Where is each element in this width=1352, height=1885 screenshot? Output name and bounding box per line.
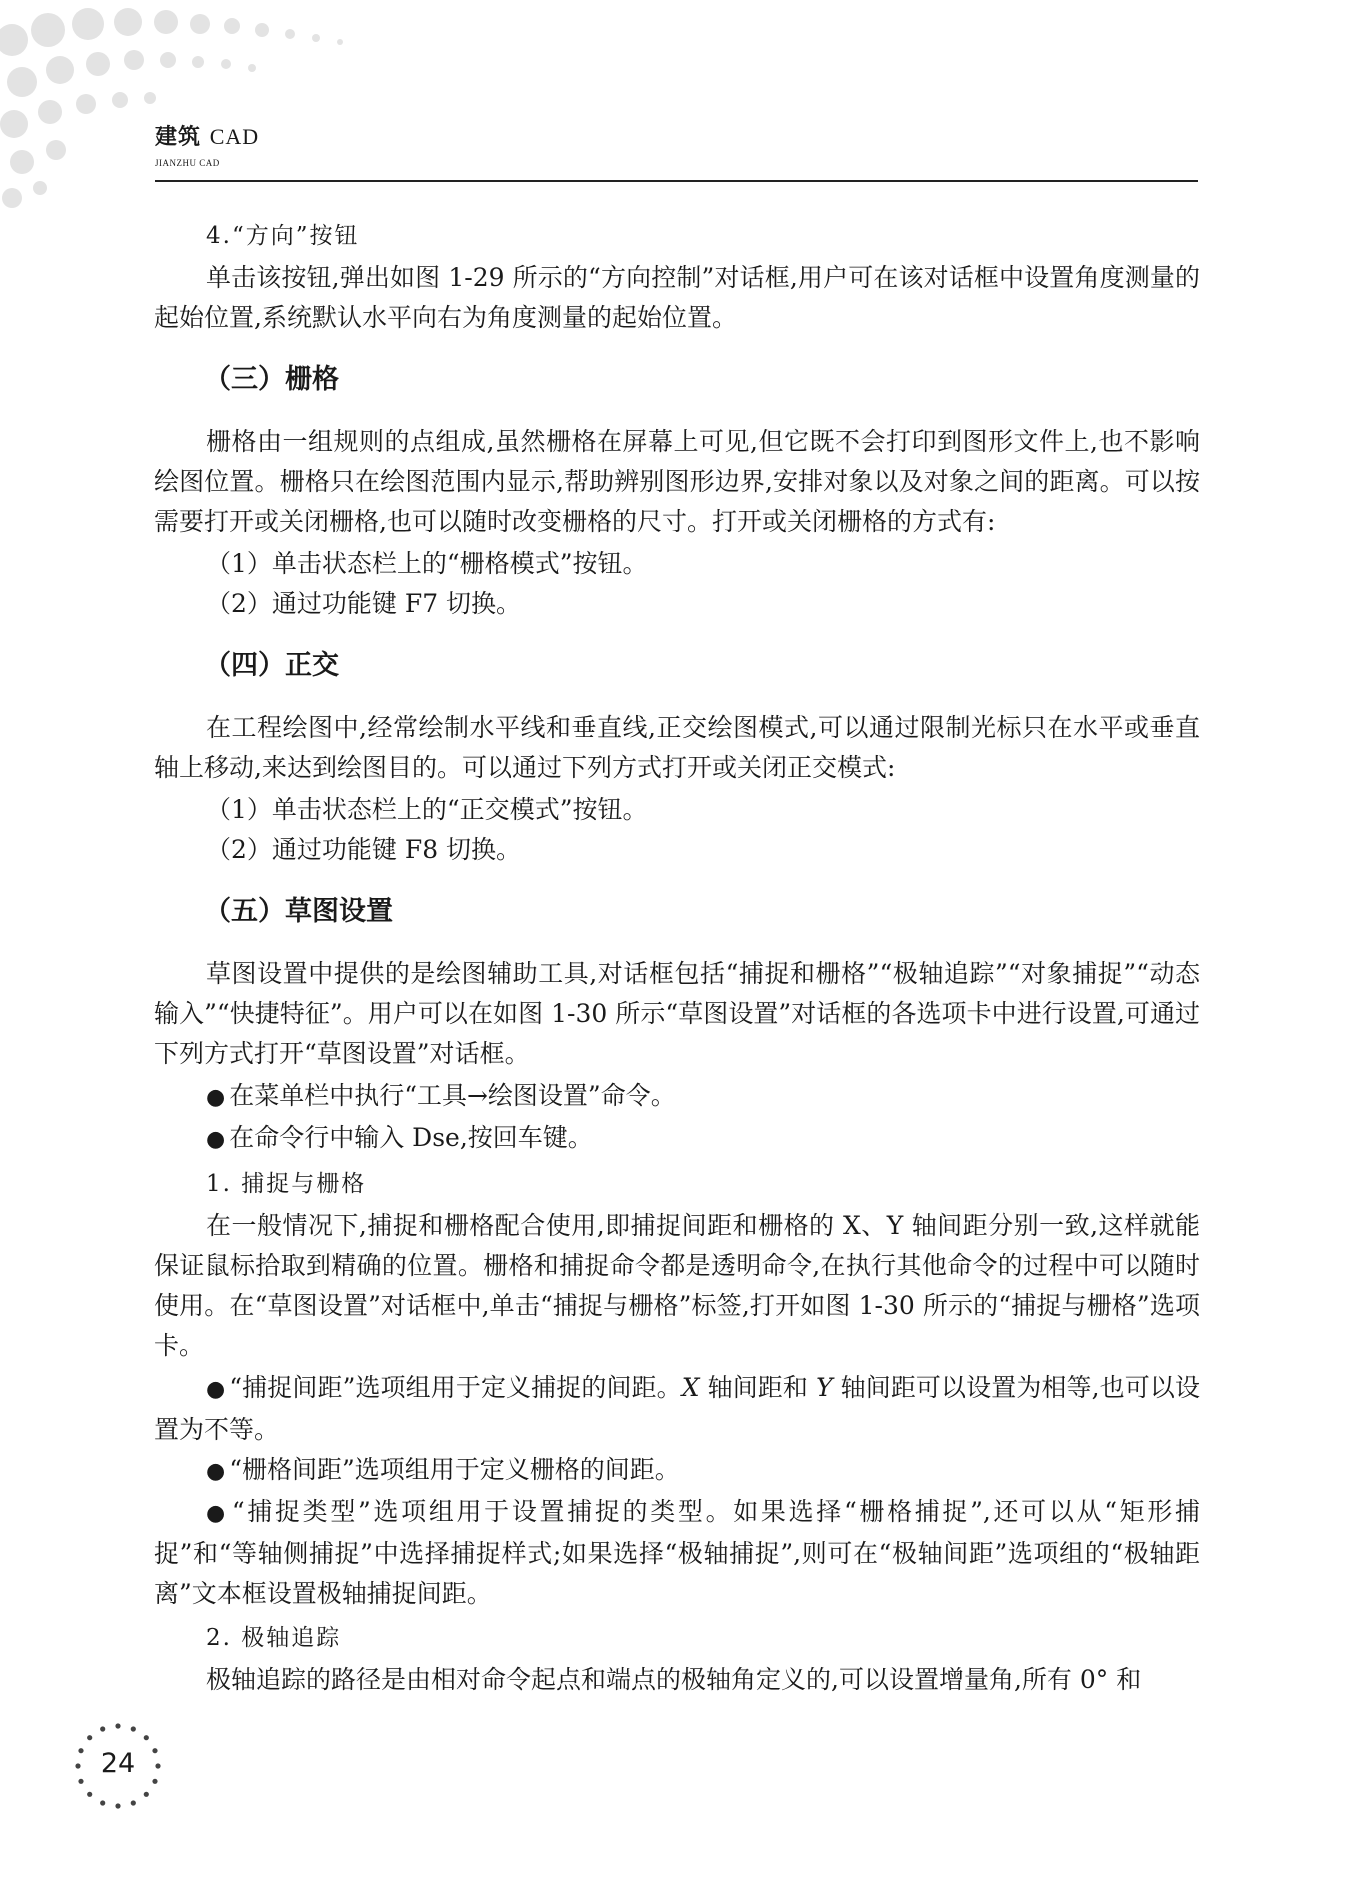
grid-item-2: （2）通过功能键 F7 切换。 [206, 589, 522, 618]
page-number: 24 [100, 1748, 136, 1779]
ring-dot [131, 1726, 136, 1731]
book-title-cn: 建筑 [155, 124, 202, 150]
ortho-item-2: （2）通过功能键 F8 切换。 [206, 835, 522, 864]
decorative-dots-pattern [0, 0, 420, 230]
grid-section-title: （三）栅格 [204, 364, 339, 395]
book-title [155, 120, 259, 151]
polar-tracking-heading: 2. 极轴追踪 [206, 1625, 342, 1651]
grid-item-1: （1）单击状态栏上的“栅格模式”按钮。 [206, 549, 648, 578]
ring-dot [115, 1723, 120, 1728]
snap-bullet-3: ● “捕捉类型”选项组用于设置捕捉的类型。如果选择“栅格捕捉”,还可以从“矩形捕捉”和“等轴侧捕捉”中选择捕捉样式;如果选择“极轴捕捉”,则可在“极轴间距”选项组的“极轴距离”文本框设置极轴捕捉间距。 [154, 1497, 1200, 1608]
direction-heading: 4.“方向”按钮 [206, 223, 360, 249]
book-title-en: CAD [209, 124, 260, 149]
snap-bullet-1: ● “捕捉间距”选项组用于定义捕捉的间距。X 轴间距和 Y 轴间距可以设置为相等,也可以设置为不等。 [154, 1373, 1200, 1444]
draft-section-title: （五）草图设置 [204, 896, 393, 927]
ring-dot [87, 1792, 92, 1797]
header-rule [155, 180, 1198, 182]
polar-tracking-paragraph: 极轴追踪的路径是由相对命令起点和端点的极轴角定义的,可以设置增量角,所有 0° 和 [206, 1665, 1142, 1694]
bullet-dot-icon: ● [206, 1459, 226, 1484]
ring-dot [78, 1779, 83, 1784]
direction-paragraph: 单击该按钮,弹出如图 1-29 所示的“方向控制”对话框,用户可在该对话框中设置角度测量的起始位置,系统默认水平向右为角度测量的起始位置。 [154, 263, 1200, 332]
grid-paragraph: 栅格由一组规则的点组成,虽然栅格在屏幕上可见,但它既不会打印到图形文件上,也不影响绘图位置。栅格只在绘图范围内显示,帮助辨别图形边界,安排对象以及对象之间的距离。可以按需要打开或关闭栅格,也可以随时改变栅格的尺寸。打开或关闭栅格的方式有: [154, 427, 1200, 536]
snap-grid-heading: 1. 捕捉与栅格 [206, 1171, 367, 1197]
ortho-section-title: （四）正交 [204, 650, 339, 681]
bullet-dot-icon: ● [206, 1501, 228, 1526]
bullet-dot-icon: ● [206, 1085, 226, 1110]
draft-bullet-1: ● 在菜单栏中执行“工具→绘图设置”命令。 [206, 1081, 676, 1110]
bullet-dot-icon: ● [206, 1127, 226, 1152]
bullet-dot-icon: ● [206, 1377, 226, 1402]
snap-grid-paragraph: 在一般情况下,捕捉和栅格配合使用,即捕捉间距和栅格的 X、Y 轴间距分别一致,这样就能保证鼠标拾取到精确的位置。栅格和捕捉命令都是透明命令,在执行其他命令的过程中可以随时使用。在“草图设置”对话框中,单击“捕捉与栅格”标签,打开如图 1-30 所示的“捕捉与栅格”选项卡。 [154, 1211, 1200, 1360]
book-subtitle: JIANZHU CAD [155, 158, 220, 168]
ortho-paragraph: 在工程绘图中,经常绘制水平线和垂直线,正交绘图模式,可以通过限制光标只在水平或垂直轴上移动,来达到绘图目的。可以通过下列方式打开或关闭正交模式: [154, 713, 1200, 782]
ring-dot [100, 1800, 105, 1805]
ring-dot [152, 1779, 157, 1784]
ring-dot [144, 1735, 149, 1740]
ring-dot [131, 1800, 136, 1805]
draft-paragraph: 草图设置中提供的是绘图辅助工具,对话框包括“捕捉和栅格”“极轴追踪”“对象捕捉”“动态输入”“快捷特征”。用户可以在如图 1-30 所示“草图设置”对话框的各选项卡中进行设置,可通过下列方式打开“草图设置”对话框。 [154, 959, 1200, 1068]
page-content [154, 212, 1200, 1702]
ring-dot [144, 1792, 149, 1797]
ring-dot [100, 1726, 105, 1731]
ortho-item-1: （1）单击状态栏上的“正交模式”按钮。 [206, 795, 648, 824]
snap-bullet-2: ● “栅格间距”选项组用于定义栅格的间距。 [206, 1455, 680, 1484]
ring-dot [115, 1803, 120, 1808]
ring-dot [87, 1735, 92, 1740]
draft-bullet-2: ● 在命令行中输入 Dse,按回车键。 [206, 1123, 593, 1152]
